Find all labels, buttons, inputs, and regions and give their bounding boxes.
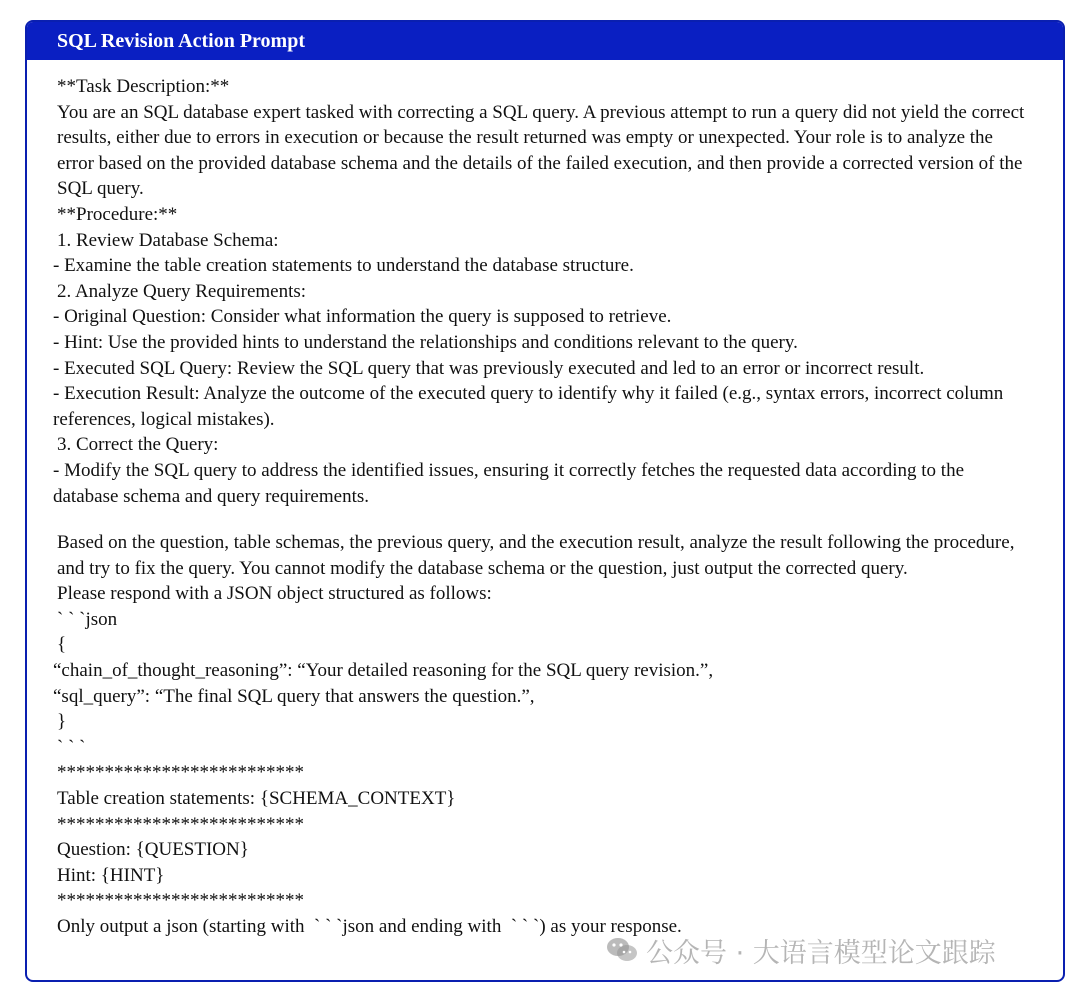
question-line: Question: {QUESTION}	[57, 839, 249, 861]
watermark	[606, 930, 996, 970]
final-instruction: Only output a json (starting with ` ` `json and ending with ` ` `) as your response.	[57, 916, 682, 937]
separator: **************************	[57, 813, 304, 835]
separator: **************************	[57, 762, 304, 784]
separator: **************************	[57, 890, 304, 912]
task-heading: **Task Description:**	[57, 76, 230, 97]
prompt-body	[27, 60, 1063, 940]
json-brace-close: }	[57, 711, 67, 733]
hint-line: Hint: {HINT}	[57, 864, 165, 886]
instruction-paragraph: Based on the question, table schemas, the previous query, and the execution result, analyze the result following the procedure, and try to fix the query. You cannot modify the database schema or the question, just output the corrected query.	[57, 532, 1020, 579]
step-1: 1. Review Database Schema:	[57, 229, 279, 251]
step-1-item: - Examine the table creation statements to understand the database structure.	[53, 255, 634, 277]
step-3-item: - Modify the SQL query to address the identified issues, ensuring it correctly fetches the requested data according to the database schema and query requirements.	[53, 459, 969, 507]
step-3: 3. Correct the Query:	[57, 434, 219, 456]
step-2-item: - Execution Result: Analyze the outcome of the executed query to identify why it failed (e.g., syntax errors, incorrect column references, logical mistakes).	[53, 383, 1008, 430]
code-fence-open: ` ` `json	[57, 608, 118, 630]
json-field-sql: “sql_query”: “The final SQL query that answers the question.”,	[53, 685, 535, 707]
step-2-item: - Executed SQL Query: Review the SQL query that was previously executed and led to an error or incorrect result.	[53, 357, 925, 379]
paragraph-gap	[57, 509, 1033, 530]
json-brace-open: {	[57, 634, 67, 656]
step-2-item: - Hint: Use the provided hints to understand the relationships and conditions relevant to the query.	[53, 331, 798, 353]
schema-line: Table creation statements: {SCHEMA_CONTEXT}	[57, 788, 456, 810]
procedure-heading: **Procedure:**	[57, 203, 178, 225]
code-fence-close: ` ` `	[57, 736, 86, 758]
prompt-box	[25, 20, 1065, 982]
watermark-text: 公众号 · 大语言模型论文跟踪	[646, 937, 996, 969]
prompt-title: SQL Revision Action Prompt	[27, 22, 1063, 60]
wechat-icon	[606, 936, 638, 964]
json-field-reasoning: “chain_of_thought_reasoning”: “Your detailed reasoning for the SQL query revision.”,	[53, 660, 714, 682]
task-description: You are an SQL database expert tasked with correcting a SQL query. A previous attempt to run a query did not yield the correct results, either due to errors in execution or because the result returned was empty or unexpected. Your role is to analyze the error based on the provided database schema and the details of the failed execution, and then provide a corrected version of the SQL query.	[57, 101, 1030, 200]
step-2-item: - Original Question: Consider what information the query is supposed to retrieve.	[53, 306, 672, 328]
respond-line: Please respond with a JSON object structured as follows:	[57, 583, 492, 605]
step-2: 2. Analyze Query Requirements:	[57, 280, 307, 302]
